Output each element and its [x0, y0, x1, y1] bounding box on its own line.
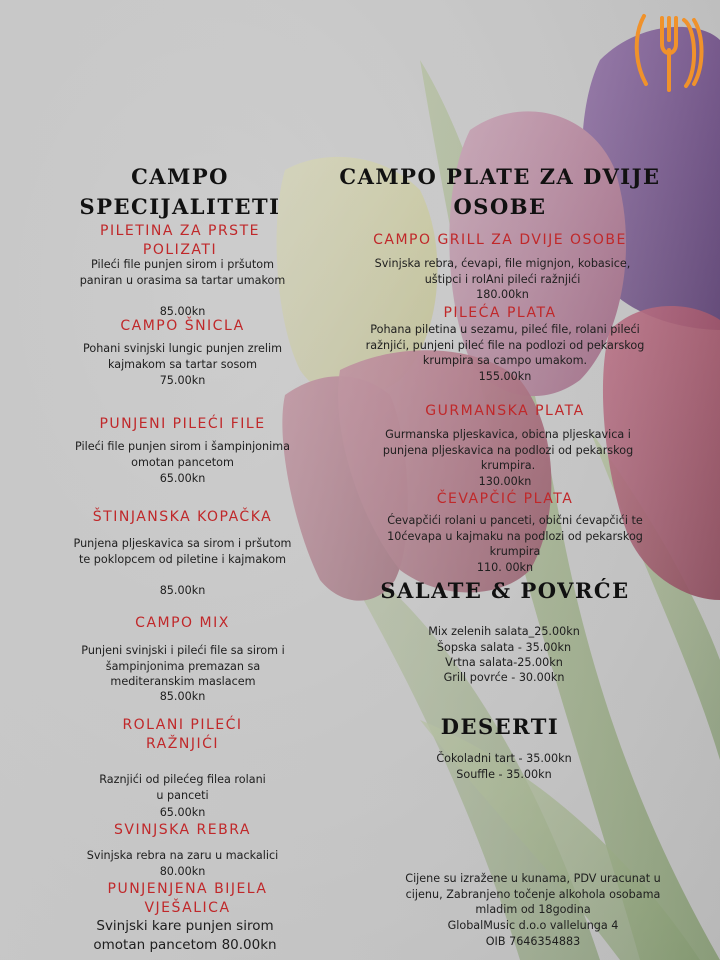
menu-item-desc: Pileći file punjen sirom i pršutom paniran u orasima sa tartar umakom	[79, 258, 286, 287]
dessert-item: Souffle - 35.00kn	[456, 768, 552, 781]
menu-item-desc: Pohana piletina u sezamu, pileć file, rolani pileći ražnjići, punjeni pileć file na podlozi od pekarskog krumpira sa campo umakom.	[365, 323, 645, 367]
menu-item-name: ŠTINJANSKA KOPAČKA	[92, 509, 273, 525]
menu-item-name: CAMPO MIX	[135, 615, 230, 631]
menu-item-price: 155.00kn	[478, 370, 532, 383]
menu-item-name: ČEVAPČIĆ PLATA	[436, 491, 574, 507]
menu-item-desc: Svinjska rebra, ćevapi, file mignjon, kobasice, uštipci i rolAni pileći ražnjići	[374, 257, 631, 286]
menu-item-price: 130.00kn	[478, 475, 532, 488]
menu-item-desc: Pohani svinjski lungic punjen zrelim kajmakom sa tartar sosom	[83, 342, 282, 371]
salad-item: Mix zelenih salata_25.00kn	[428, 625, 580, 638]
menu-item-name: PILEĆA PLATA	[443, 305, 557, 321]
menu-item-desc: Ćevapčići rolani u panceti, obični ćevapčići te 10ćevapa u kajmaku na podlozi od pekarskog krumpira	[387, 514, 643, 558]
footer-note: Cijene su izražene u kunama, PDV uracunat u cijenu, Zabranjeno točenje alkohola osobama mladim od 18godina	[405, 872, 661, 916]
menu-item-name: CAMPO GRILL ZA DVIJE OSOBE	[373, 232, 627, 248]
menu-item-price: 110. 00kn	[476, 561, 534, 574]
fork-logo-icon	[630, 10, 708, 96]
salad-item: Grill povrće - 30.00kn	[443, 671, 565, 684]
menu-item-price: 65.00kn	[159, 806, 206, 819]
menu-item-desc: Svinjski kare punjen sirom omotan pancetom 80.00kn	[93, 918, 277, 953]
salads-title: SALATE & POVRĆE	[380, 578, 630, 603]
menu-item-name: ROLANI PILEĆI RAŽNJIĆI	[122, 717, 243, 752]
menu-item-name: CAMPO ŠNICLA	[120, 318, 245, 334]
menu-item-name: GURMANSKA PLATA	[425, 403, 585, 419]
salad-item: Vrtna salata-25.00kn	[445, 656, 563, 669]
left-section-title: CAMPO SPECIJALITETI	[79, 164, 281, 219]
menu-item-desc: Svinjska rebra na zaru u mackalici	[86, 849, 279, 862]
desserts-title: DESERTI	[440, 714, 560, 739]
dessert-item: Čokoladni tart - 35.00kn	[436, 752, 572, 765]
menu-item-name: PUNJENJENA BIJELA VJEŠALICA	[107, 881, 268, 916]
menu-item-price: 85.00kn	[159, 305, 206, 318]
salad-item: Šopska salata - 35.00kn	[436, 641, 572, 654]
menu-item-price: 85.00kn	[159, 584, 206, 597]
right-section-title: CAMPO PLATE ZA DVIJE OSOBE	[339, 164, 661, 219]
menu-item-price: 75.00kn	[159, 374, 206, 387]
company-name: GlobalMusic d.o.o vallelunga 4	[447, 919, 619, 932]
menu-item-desc: Pileći file punjen sirom i šampinjonima omotan pancetom	[75, 440, 290, 469]
menu-item-name: SVINJSKA REBRA	[114, 822, 251, 838]
company-oib: OIB 7646354883	[485, 935, 581, 948]
menu-item-desc: Punjeni svinjski i pileći file sa sirom i šampinjonima premazan sa mediteranskim maslacem	[81, 644, 285, 688]
menu-item-name: PUNJENI PILEĆI FILE	[99, 416, 266, 432]
menu-item-desc: Gurmanska pljeskavica, obicna pljeskavica i punjena pljeskavica na podlozi od pekarskog krumpira.	[382, 428, 634, 472]
menu-item-price: 65.00kn	[159, 472, 206, 485]
menu-item-price: 80.00kn	[159, 865, 206, 878]
menu-item-name: PILETINA ZA PRSTE POLIZATI	[100, 223, 260, 258]
menu-item-price: 85.00kn	[159, 690, 206, 703]
menu-item-price: 180.00kn	[476, 288, 529, 301]
menu-item-desc: Raznjići od pilećeg filea rolani u panceti	[99, 773, 266, 802]
menu-item-desc: Punjena pljeskavica sa sirom i pršutom te poklopcem od piletine i kajmakom	[73, 537, 292, 566]
